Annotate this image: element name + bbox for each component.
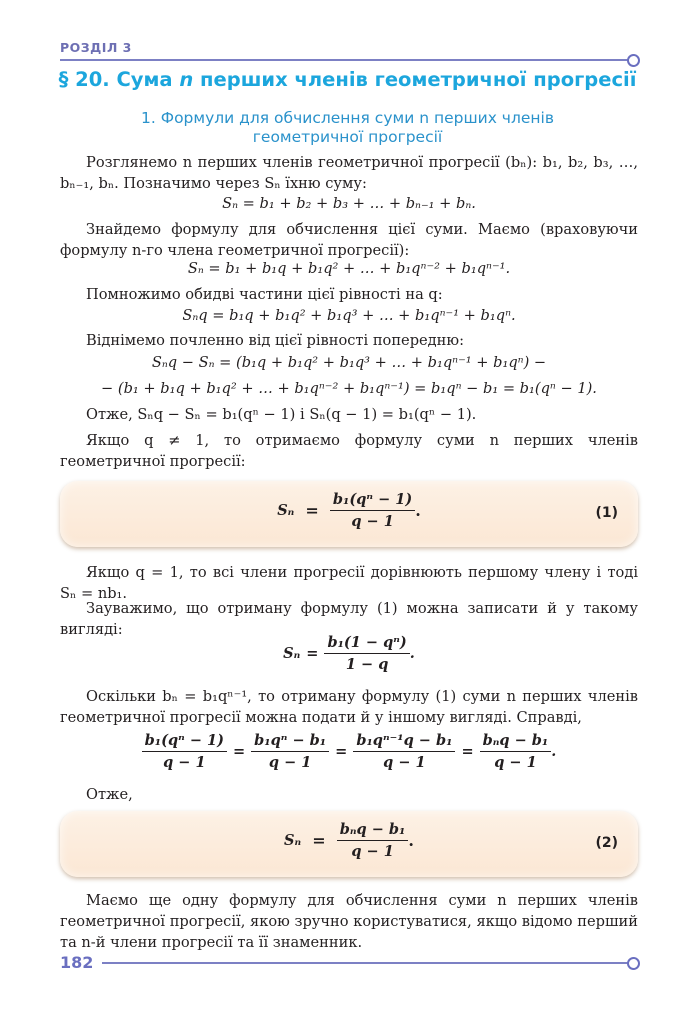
subsection-title-line2: геометричної прогресії (252, 128, 443, 146)
equation-subtraction-line2: − (b₁ + b₁q + b₁q² + … + b₁qⁿ⁻² + b₁qⁿ⁻¹) = b₁qⁿ − b₁ = b₁(qⁿ − 1). (101, 380, 597, 397)
paragraph-title (0, 68, 695, 91)
formula-2-number: (2) (595, 835, 618, 851)
formula-1-denominator: q − 1 (351, 513, 394, 530)
eq6-f1-denominator: q − 1 (163, 754, 206, 771)
formula-1-lhs: Sₙ (277, 502, 295, 519)
eq6-f1-numerator: b₁(qⁿ − 1) (142, 732, 227, 752)
text-paragraph-11: Маємо ще одну формулу для обчислення суми n перших членів геометричної прогресії, якою зручно користуватися, якщо відомо перший та n-й члени прогресії та її знаменник. (60, 892, 638, 951)
eq6-f4-numerator: bₙq − b₁ (480, 732, 552, 752)
formula-2-equals: = (312, 831, 326, 850)
eq5-numerator: b₁(1 − qⁿ) (324, 634, 409, 654)
subsection-title (0, 109, 695, 147)
eq6-fraction-2 (251, 732, 329, 771)
equation-sum-definition: Sₙ = b₁ + b₂ + b₃ + … + bₙ₋₁ + bₙ. (222, 195, 476, 212)
text-paragraph-1: Розглянемо n перших членів геометричної прогресії (bₙ): b₁, b₂, b₃, …, bₙ₋₁, bₙ. Позначимо через Sₙ їхню суму: (60, 154, 638, 192)
formula-box-2 (60, 811, 638, 877)
paragraph-title-var: n (179, 68, 194, 91)
subsection-title-line1: 1. Формули для обчислення суми n перших членів (141, 109, 554, 127)
header-rule (60, 59, 628, 61)
eq5-denominator: 1 − q (345, 656, 389, 673)
formula-2-fraction (337, 821, 409, 860)
eq6-f2-denominator: q − 1 (268, 754, 312, 771)
text-paragraph-2: Знайдемо формулу для обчислення цієї суми. Маємо (враховуючи формулу n-го члена геометричної прогресії): (60, 221, 638, 259)
formula-box-1 (60, 481, 638, 547)
section-label: РОЗДІЛ 3 (60, 40, 132, 55)
text-paragraph-3: Помножимо обидві частини цієї рівності на q: (86, 286, 443, 303)
footer-rule-end-circle (627, 957, 640, 970)
eq6-f3-denominator: q − 1 (383, 754, 426, 771)
text-paragraph-10: Отже, (86, 786, 133, 803)
text-paragraph-9: Оскільки bₙ = b₁qⁿ⁻¹, то отриману формулу (1) суми n перших членів геометричної прогресії можна подати й у іншому вигляді. Справді, (60, 688, 638, 726)
eq6-f2-numerator: b₁qⁿ − b₁ (251, 732, 329, 752)
equation-multiplied: Sₙq = b₁q + b₁q² + b₁q³ + … + b₁qⁿ⁻¹ + b₁qⁿ. (182, 307, 516, 324)
formula-2-lhs: Sₙ (284, 832, 302, 849)
eq6-f4-denominator: q − 1 (494, 754, 537, 771)
formula-2-numerator: bₙq − b₁ (337, 821, 409, 841)
paragraph-title-suffix: перших членів геометричної прогресії (193, 68, 637, 91)
formula-2-period: . (408, 831, 414, 850)
eq6-period: . (551, 743, 557, 760)
footer-rule (102, 962, 628, 964)
text-paragraph-5: Отже, Sₙq − Sₙ = b₁(qⁿ − 1) і Sₙ(q − 1) = b₁(qⁿ − 1). (86, 406, 477, 423)
formula-1-number: (1) (595, 505, 618, 521)
header-rule-end-circle (627, 54, 640, 67)
text-paragraph-7: Якщо q = 1, то всі члени прогресії дорівнюють першому члену і тоді Sₙ = nb₁. (60, 564, 638, 602)
text-paragraph-8: Зауважимо, що отриману формулу (1) можна записати й у такому вигляді: (60, 600, 638, 638)
eq6-equals-3: = (461, 743, 474, 760)
eq5-period: . (409, 645, 415, 662)
formula-2-denominator: q − 1 (351, 843, 394, 860)
eq5-fraction (324, 634, 409, 673)
page-number: 182 (60, 953, 94, 972)
text-paragraph-4: Віднімемо почленно від цієї рівності попередню: (86, 332, 465, 349)
equation-sum-expanded: Sₙ = b₁ + b₁q + b₁q² + … + b₁qⁿ⁻² + b₁qⁿ⁻¹. (187, 260, 511, 277)
eq6-equals-2: = (335, 743, 348, 760)
eq5-lhs: Sₙ (283, 645, 301, 662)
eq6-fraction-4 (480, 732, 552, 771)
text-paragraph-6: Якщо q ≠ 1, то отримаємо формулу суми n перших членів геометричної прогресії: (60, 432, 638, 470)
eq6-fraction-1 (142, 732, 227, 771)
eq6-f3-numerator: b₁qⁿ⁻¹q − b₁ (353, 732, 455, 752)
eq6-equals-1: = (232, 743, 246, 760)
eq6-fraction-3 (353, 732, 455, 771)
formula-1-period: . (415, 501, 421, 520)
paragraph-title-prefix: § 20. Сума (58, 68, 180, 91)
equation-subtraction-line1: Sₙq − Sₙ = (b₁q + b₁q² + b₁q³ + … + b₁qⁿ⁻¹ + b₁qⁿ) − (151, 354, 547, 371)
formula-1-equals: = (305, 501, 319, 520)
equation-chain (60, 732, 638, 771)
equation-alternate-form (60, 634, 638, 673)
formula-1-fraction (330, 491, 415, 530)
formula-1-numerator: b₁(qⁿ − 1) (330, 491, 415, 511)
eq5-equals: = (306, 645, 319, 662)
